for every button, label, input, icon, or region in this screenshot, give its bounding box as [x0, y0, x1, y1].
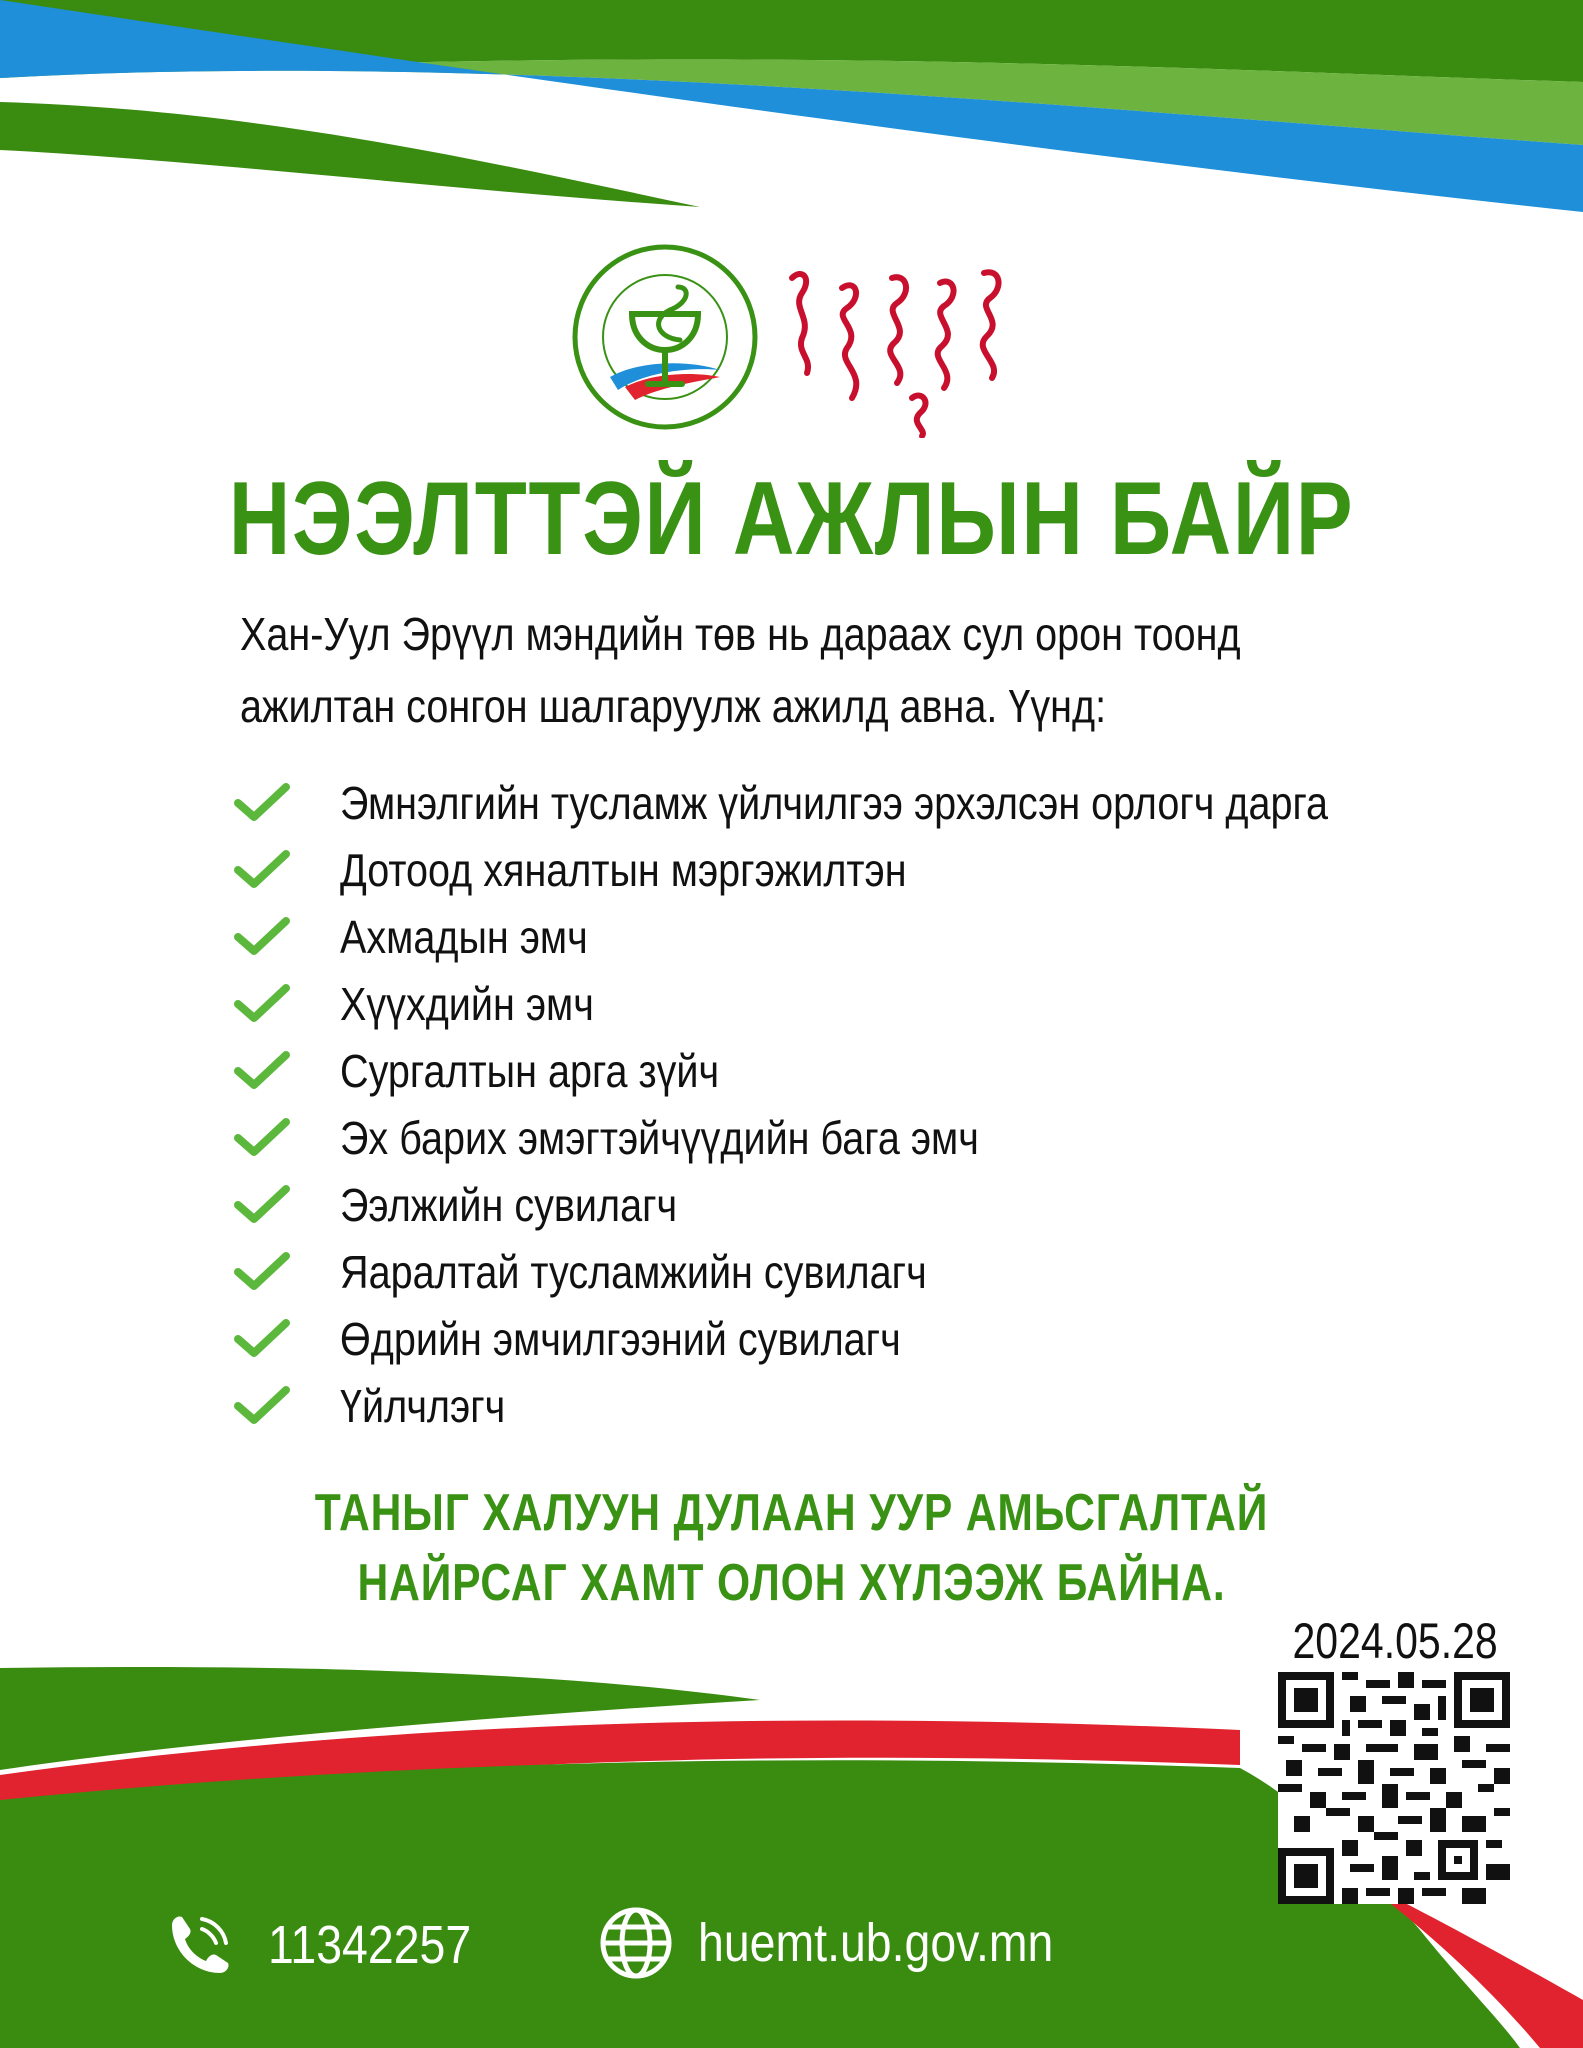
slogan [142, 1478, 1440, 1618]
globe-icon [598, 1905, 674, 1981]
intro-line-2: ажилтан сонгон шалгаруулж ажилд авна. Үүнд: [240, 680, 1107, 732]
list-item [232, 1238, 1489, 1305]
list-item [232, 1104, 1489, 1171]
job-title: Эх барих эмэгтэйчүүдийн бага эмч [340, 1111, 979, 1164]
intro-line-1: Хан-Уул Эрүүл мэндийн төв нь дараах сул орон тоонд [240, 608, 1241, 660]
list-item [232, 903, 1489, 970]
check-icon [232, 1116, 292, 1160]
list-item [232, 1171, 1489, 1238]
mongolian-script-calligraphy [772, 258, 1022, 438]
clinic-logo [570, 242, 760, 432]
list-item [232, 1372, 1489, 1439]
list-item [232, 836, 1489, 903]
job-title: Сургалтын арга зүйч [340, 1044, 720, 1097]
qr-code[interactable] [1278, 1672, 1510, 1904]
check-icon [232, 1317, 292, 1361]
job-title: Эмнэлгийн тусламж үйлчилгээ эрхэлсэн орлогч дарга [340, 776, 1329, 829]
check-icon [232, 1250, 292, 1294]
phone-number: 11342257 [268, 1915, 472, 1975]
list-item [232, 1305, 1489, 1372]
job-list [232, 769, 1489, 1439]
job-title: Ээлжийн сувилагч [340, 1178, 678, 1231]
website-contact[interactable] [598, 1905, 1111, 1981]
job-title: Ахмадын эмч [340, 910, 588, 963]
post-date: 2024.05.28 [1292, 1613, 1498, 1669]
list-item [232, 1037, 1489, 1104]
slogan-line-1: ТАНЫГ ХАЛУУН ДУЛААН УУР АМЬСГАЛТАЙ [314, 1484, 1269, 1542]
check-icon [232, 781, 292, 825]
page-title: НЭЭЛТТЭЙ АЖЛЫН БАЙР [228, 461, 1355, 577]
phone-contact[interactable] [158, 1905, 504, 1985]
job-title: Хүүхдийн эмч [340, 977, 594, 1030]
slogan-line-2: НАЙРСАГ ХАМТ ОЛОН ХҮЛЭЭЖ БАЙНА. [357, 1554, 1226, 1612]
check-icon [232, 1384, 292, 1428]
website-url: huemt.ub.gov.mn [698, 1913, 1054, 1973]
list-item [232, 769, 1489, 836]
job-title: Яаралтай тусламжийн сувилагч [340, 1245, 927, 1298]
job-title: Дотоод хяналтын мэргэжилтэн [340, 843, 907, 896]
check-icon [232, 848, 292, 892]
list-item [232, 970, 1489, 1037]
top-left-green-wave [0, 102, 700, 207]
check-icon [232, 982, 292, 1026]
intro-text [240, 598, 1241, 742]
job-title: Үйлчлэгч [340, 1379, 506, 1432]
check-icon [232, 915, 292, 959]
phone-icon [158, 1905, 238, 1985]
job-title: Өдрийн эмчилгээний сувилагч [340, 1312, 901, 1365]
check-icon [232, 1049, 292, 1093]
check-icon [232, 1183, 292, 1227]
